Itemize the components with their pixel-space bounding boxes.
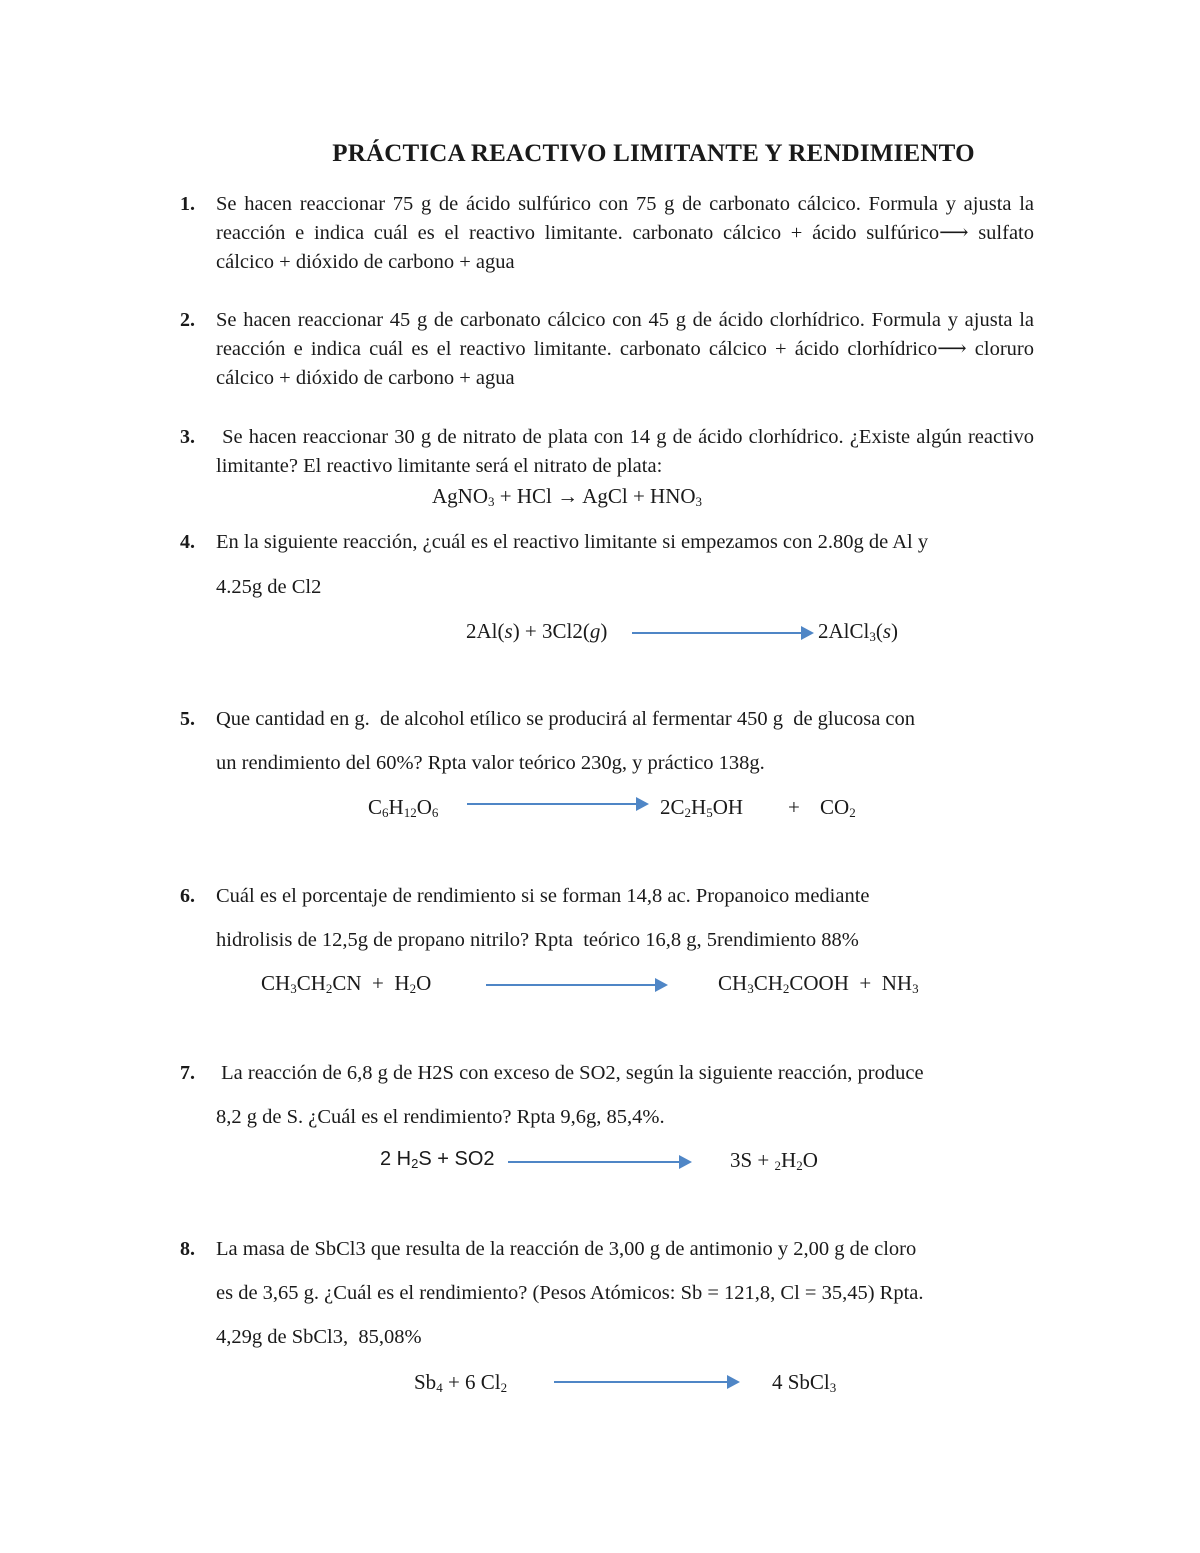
problem-8-products: 4 SbCl$_3$ xyxy=(772,1370,837,1395)
problem-5-co2: $CO_2$ xyxy=(820,795,856,820)
problem-4-reaction-arrow xyxy=(632,632,812,634)
problem-4-number: 4. xyxy=(180,531,195,553)
problem-3-number: 3. xyxy=(180,426,195,448)
problem-8-line-1: La masa de SbCl3 que resulta de la reacción de 3,00 g de antimonio y 2,00 g de cloro xyxy=(216,1238,917,1260)
problem-6-reaction-arrow xyxy=(486,984,666,986)
problem-5-products: $2C_2H_5OH$ xyxy=(660,795,744,820)
problem-6-reactants: $CH_3CH_2CN + H_2O$ xyxy=(261,971,432,996)
problem-8-reactants: $Sb_4 + 6$ $Cl_2$ xyxy=(414,1370,508,1395)
problem-7-products: $3S + _2H_2O$ xyxy=(730,1148,818,1173)
problem-7-reactants: 2 $H_2S + SO2$ xyxy=(380,1148,495,1171)
problem-5-reactants: $C_6H_{12}O_6$ xyxy=(368,795,439,820)
problem-5-line-2: un rendimiento del 60%? Rpta valor teórico 230g, y práctico 138g. xyxy=(216,752,765,774)
page-title: PRÁCTICA REACTIVO LIMITANTE Y RENDIMIENTO xyxy=(332,140,975,167)
problem-7-line-1: La reacción de 6,8 g de H2S con exceso de SO2, según la siguiente reacción, produce xyxy=(216,1062,924,1084)
problem-6-number: 6. xyxy=(180,885,195,907)
problem-5-line-1: Que cantidad en g. de alcohol etílico se producirá al fermentar 450 g de glucosa con xyxy=(216,708,916,730)
problem-8-reaction-arrow xyxy=(554,1381,738,1383)
problem-5-number: 5. xyxy=(180,708,195,730)
problem-7-line-2: 8,2 g de S. ¿Cuál es el rendimiento? Rpta 9,6g, 85,4%. xyxy=(216,1106,665,1128)
problem-6-line-1: Cuál es el porcentaje de rendimiento si se forman 14,8 ac. Propanoico mediante xyxy=(216,885,870,907)
problem-4-products: 2AlCl$_3$(s) xyxy=(818,619,899,644)
problem-8-number: 8. xyxy=(180,1238,195,1260)
problem-1-text: Se hacen reaccionar 75 g de ácido sulfúrico con 75 g de carbonato cálcico. Formula y ajusta la reacción e indica cuál es el reactivo limitante. carbonato cálcico + ácido sulfúrico⟶ sulfato cálcico + dióxido de carbono + agua xyxy=(216,193,1034,273)
problem-4-reactants: 2Al(s) + 3Cl2(g) xyxy=(466,619,608,643)
problem-5-reaction-arrow xyxy=(467,803,647,805)
problem-6-products: $CH_3CH_2COOH + NH_3$ xyxy=(718,971,919,996)
problem-3-text: Se hacen reaccionar 30 g de nitrato de plata con 14 g de ácido clorhídrico. ¿Existe algún reactivo limitante? El reactivo limitante será el nitrato de plata: xyxy=(216,426,1040,477)
problem-8-line-2: es de 3,65 g. ¿Cuál es el rendimiento? (Pesos Atómicos: Sb = 121,8, Cl = 35,45) Rpta. xyxy=(216,1282,924,1304)
problem-6-line-2: hidrolisis de 12,5g de propano nitrilo? Rpta teórico 16,8 g, 5rendimiento 88% xyxy=(216,929,859,951)
problem-5-plus: + xyxy=(788,795,800,819)
problem-3-equation: AgNO$_3$ + HCl → AgCl + $HNO_3$ xyxy=(432,484,703,509)
problem-7-number: 7. xyxy=(180,1062,195,1084)
problem-2-number: 2. xyxy=(180,309,195,331)
problem-2-text: Se hacen reaccionar 45 g de carbonato cálcico con 45 g de ácido clorhídrico. Formula y ajusta la reacción e indica cuál es el reactivo limitante. carbonato cálcico + ácido clorhídrico⟶ cloruro cálcico + dióxido de carbono + agua xyxy=(216,309,1034,389)
problem-8-line-3: 4,29g de SbCl3, 85,08% xyxy=(216,1326,422,1348)
problem-7-reaction-arrow xyxy=(508,1161,690,1163)
problem-4-line-1: En la siguiente reacción, ¿cuál es el reactivo limitante si empezamos con 2.80g de Al y xyxy=(216,531,929,553)
problem-4-line-2: 4.25g de Cl2 xyxy=(216,576,322,598)
problem-1-number: 1. xyxy=(180,193,195,215)
